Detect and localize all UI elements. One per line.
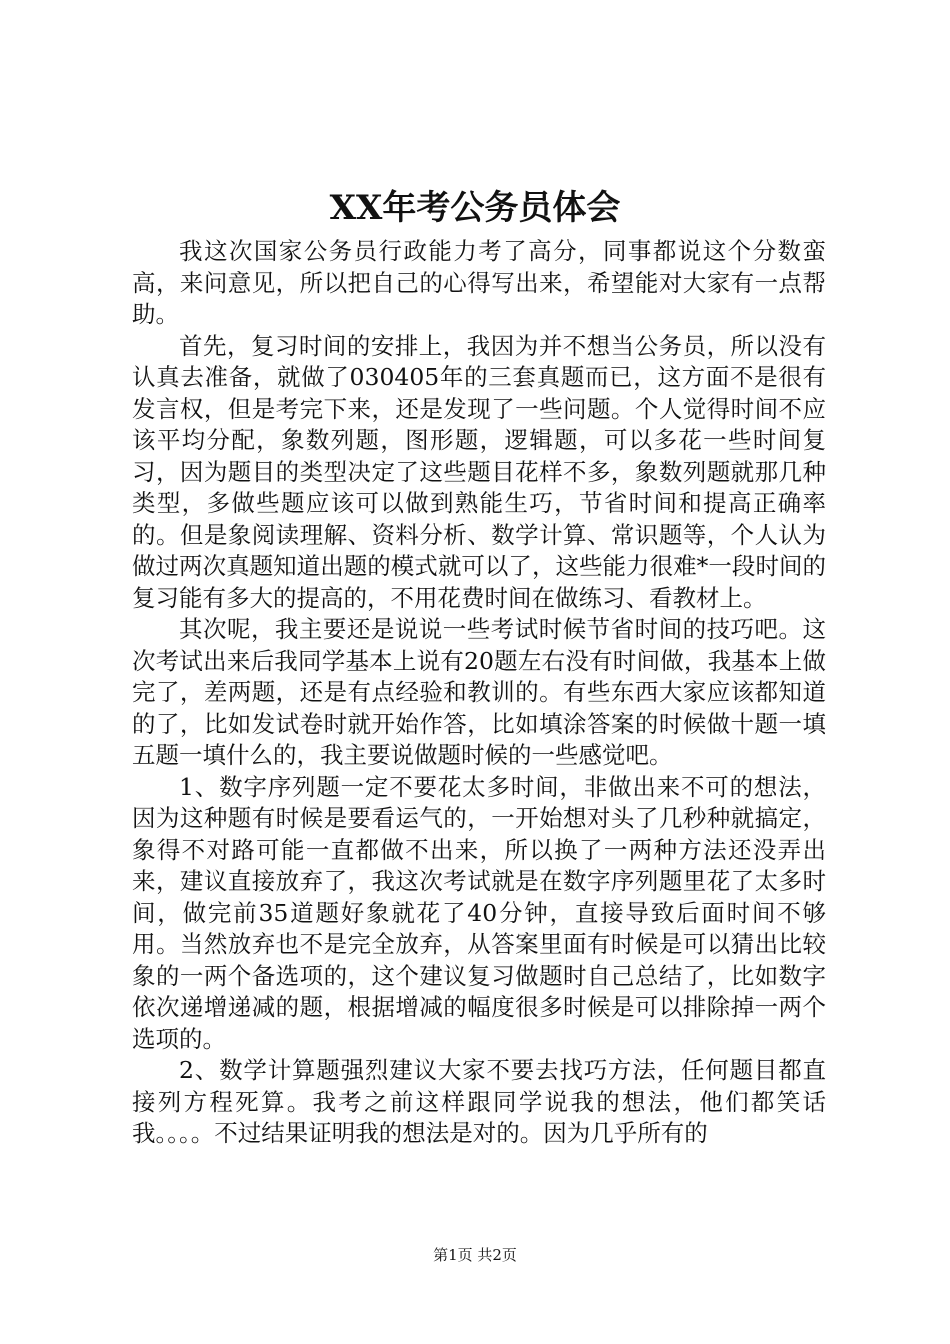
paragraph-second: 其次呢，我主要还是说说一些考试时候节省时间的技巧吧。这次考试出来后我同学基本上说有20题左右没有时间做，我基本上做完了，差两题，还是有点经验和教训的。有些东西大家应该都知道的了，比如发试卷时就开始作答，比如填涂答案的时候做十题一填五题一填什么的，我主要说做题时候的一些感觉吧。 [132, 615, 826, 769]
page-footer: 第1页 共2页 [433, 1246, 517, 1264]
document-title: XX年考公务员体会 [329, 188, 621, 228]
document-body [132, 236, 826, 1150]
paragraph-first: 首先，复习时间的安排上，我因为并不想当公务员，所以没有认真去准备，就做了030405年的三套真题而已，这方面不是很有发言权，但是考完下来，还是发现了一些问题。个人觉得时间不应该平均分配，象数列题，图形题，逻辑题，可以多花一些时间复习，因为题目的类型决定了这些题目花样不多，象数列题就那几种类型，多做些题应该可以做到熟能生巧，节省时间和提高正确率的。但是象阅读理解、资料分析、数学计算、常识题等，个人认为做过两次真题知道出题的模式就可以了，这些能力很难*一段时间的复习能有多大的提高的，不用花费时间在做练习、看教材上。 [132, 331, 826, 612]
paragraph-item-2: 2、数学计算题强烈建议大家不要去找巧方法，任何题目都直接列方程死算。我考之前这样跟同学说我的想法，他们都笑话我。。。。不过结果证明我的想法是对的。因为几乎所有的 [132, 1056, 826, 1147]
paragraph-intro: 我这次国家公务员行政能力考了高分，同事都说这个分数蛮高，来问意见，所以把自己的心得写出来，希望能对大家有一点帮助。 [132, 237, 826, 328]
paragraph-item-1: 1、数字序列题一定不要花太多时间，非做出来不可的想法，因为这种题有时候是要看运气的，一开始想对头了几秒种就搞定，象得不对路可能一直都做不出来，所以换了一两种方法还没弄出来，建议直接放弃了，我这次考试就是在数字序列题里花了太多时间，做完前35道题好象就花了40分钟，直接导致后面时间不够用。当然放弃也不是完全放弃，从答案里面有时候是可以猜出比较象的一两个备选项的，这个建议复习做题时自己总结了，比如数字依次递增递减的题，根据增减的幅度很多时候是可以排除掉一两个选项的。 [132, 772, 826, 1053]
